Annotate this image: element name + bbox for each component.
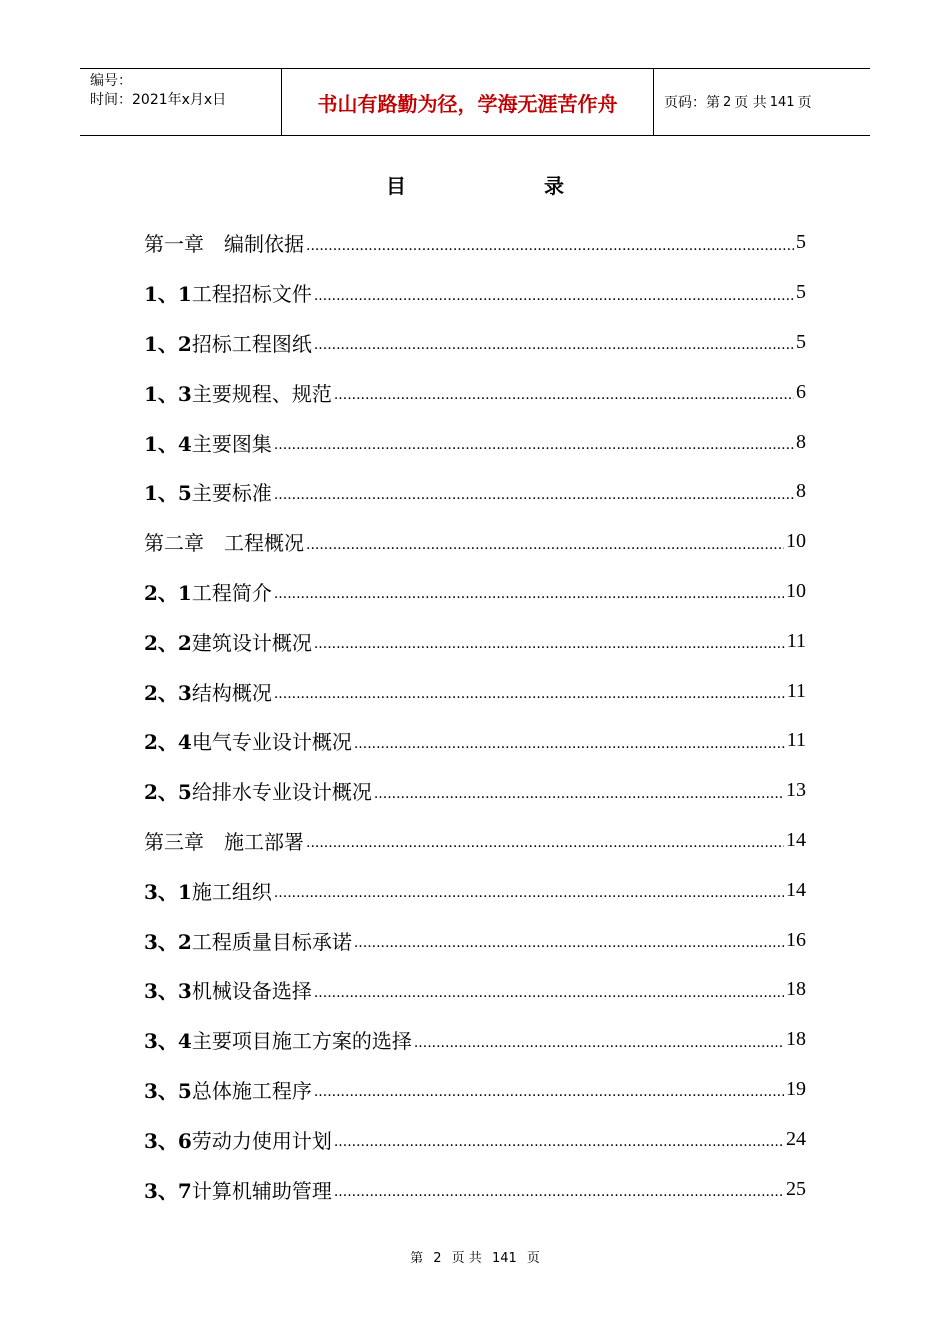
toc-entry-text: 主要图集: [191, 431, 272, 456]
toc-leader-dots: [374, 778, 784, 804]
toc-entry[interactable]: [144, 1065, 806, 1115]
toc-entry-page: 14: [786, 828, 806, 851]
toc-entry-label: [144, 926, 352, 955]
toc-title: [0, 170, 950, 199]
toc-entry-page: 13: [786, 779, 806, 802]
toc-entry-page: 18: [786, 978, 806, 1001]
toc-entry-number: 3、1: [144, 879, 192, 904]
toc-entry-label: [144, 826, 304, 855]
code-label: 编号：: [90, 73, 132, 89]
toc-entry-label: [144, 876, 272, 905]
toc-entry-number: 3、4: [144, 1029, 192, 1054]
footer-prefix: 第: [410, 1251, 424, 1266]
toc-entry-number: 1、1: [144, 282, 192, 307]
toc-entry-text: 主要标准: [191, 481, 272, 506]
toc-title-right: 录: [544, 174, 564, 198]
header-page-prefix: 页码：第: [664, 95, 720, 111]
toc-entry-page: 19: [786, 1077, 806, 1100]
toc-entry-number: 3、3: [144, 979, 192, 1004]
table-of-contents: [144, 218, 806, 1214]
toc-entry-page: 11: [786, 679, 806, 702]
toc-entry-page: 11: [786, 629, 806, 652]
header-meta: [80, 69, 282, 135]
toc-leader-dots: [354, 927, 784, 953]
toc-entry-label: [144, 677, 272, 706]
toc-entry-number: 1、4: [144, 431, 192, 456]
footer-mid: 页 共: [451, 1251, 482, 1266]
toc-entry[interactable]: [144, 865, 806, 915]
toc-entry-label: [144, 577, 272, 606]
toc-entry-page: 24: [786, 1127, 806, 1150]
toc-entry-label: [144, 1175, 332, 1204]
toc-entry[interactable]: [144, 567, 806, 617]
toc-leader-dots: [306, 529, 784, 555]
header-page-current: 2: [723, 94, 732, 110]
header-motto: 书山有路勤为径，学海无涯苦作舟: [282, 69, 654, 135]
toc-entry-page: 25: [786, 1177, 806, 1200]
toc-entry[interactable]: [144, 816, 806, 866]
toc-entry[interactable]: [144, 417, 806, 467]
toc-leader-dots: [314, 977, 784, 1003]
page-footer: [0, 1247, 950, 1266]
toc-entry-label: [144, 1125, 332, 1154]
toc-entry-page: 8: [796, 480, 806, 503]
toc-entry-number: 3、6: [144, 1128, 192, 1153]
footer-suffix: 页: [526, 1251, 540, 1266]
toc-entry-text: 机械设备选择: [191, 979, 312, 1004]
toc-entry[interactable]: [144, 1164, 806, 1214]
toc-leader-dots: [274, 578, 784, 604]
toc-entry-page: 18: [786, 1028, 806, 1051]
header-page-total: 141: [769, 94, 795, 110]
toc-entry-number: 1、3: [144, 381, 192, 406]
toc-leader-dots: [274, 877, 784, 903]
toc-entry-label: [144, 278, 312, 307]
toc-entry-text: 第三章 施工部署: [144, 829, 304, 854]
toc-entry-number: 2、2: [144, 630, 192, 655]
toc-entry-text: 第一章 编制依据: [144, 232, 304, 257]
toc-entry-text: 结构概况: [191, 680, 272, 705]
toc-leader-dots: [306, 827, 784, 853]
toc-entry-number: 3、7: [144, 1178, 192, 1203]
toc-entry-number: 3、2: [144, 929, 192, 954]
toc-entry-page: 14: [786, 878, 806, 901]
toc-entry-page: 11: [786, 729, 806, 752]
toc-entry-text: 电气专业设计概况: [191, 730, 352, 755]
toc-entry-text: 招标工程图纸: [191, 331, 312, 356]
toc-entry-label: [144, 477, 272, 506]
toc-entry[interactable]: [144, 467, 806, 517]
toc-entry-page: 5: [796, 281, 806, 304]
toc-entry[interactable]: [144, 1114, 806, 1164]
toc-leader-dots: [314, 1076, 784, 1102]
footer-total: 141: [491, 1251, 517, 1266]
toc-entry-text: 施工组织: [191, 879, 272, 904]
toc-entry-number: 1、5: [144, 481, 192, 506]
toc-leader-dots: [274, 479, 794, 505]
toc-entry[interactable]: [144, 915, 806, 965]
toc-entry-text: 工程简介: [191, 580, 272, 605]
toc-entry[interactable]: [144, 218, 806, 268]
toc-entry-text: 建筑设计概况: [191, 630, 312, 655]
toc-entry[interactable]: [144, 268, 806, 318]
toc-entry-number: 3、5: [144, 1078, 192, 1103]
toc-entry-text: 劳动力使用计划: [191, 1128, 332, 1153]
toc-entry[interactable]: [144, 1015, 806, 1065]
toc-entry-label: [144, 1025, 412, 1054]
footer-current: 2: [433, 1251, 442, 1266]
toc-leader-dots: [274, 678, 785, 704]
toc-entry-label: [144, 328, 312, 357]
toc-entry-text: 给排水专业设计概况: [191, 780, 372, 805]
toc-leader-dots: [334, 1126, 784, 1152]
toc-leader-dots: [334, 379, 794, 405]
toc-entry-label: [144, 1075, 312, 1104]
toc-entry-number: 1、2: [144, 331, 192, 356]
toc-leader-dots: [274, 429, 794, 455]
toc-entry-page: 10: [786, 579, 806, 602]
header-page-mid: 页 共: [734, 95, 767, 111]
toc-entry[interactable]: [144, 666, 806, 716]
toc-entry-number: 2、3: [144, 680, 192, 705]
toc-leader-dots: [314, 280, 794, 306]
document-header: [80, 68, 870, 136]
toc-entry-text: 计算机辅助管理: [191, 1178, 332, 1203]
toc-entry-page: 16: [786, 928, 806, 951]
toc-entry-text: 工程质量目标承诺: [191, 929, 352, 954]
header-page-info: [654, 69, 870, 135]
toc-entry-label: [144, 527, 304, 556]
toc-title-left: 目: [386, 174, 406, 198]
toc-entry[interactable]: [144, 716, 806, 766]
toc-entry-page: 5: [796, 330, 806, 353]
toc-entry-text: 工程招标文件: [191, 282, 312, 307]
toc-entry[interactable]: [144, 367, 806, 417]
toc-entry-text: 主要规程、规范: [191, 381, 332, 406]
time-label: 时间：2021年x月x日: [90, 92, 227, 108]
toc-entry-page: 5: [796, 231, 806, 254]
toc-entry-label: [144, 428, 272, 457]
toc-entry[interactable]: [144, 616, 806, 666]
toc-entry-page: 10: [786, 530, 806, 553]
toc-leader-dots: [414, 1027, 784, 1053]
toc-entry[interactable]: [144, 318, 806, 368]
toc-entry-text: 总体施工程序: [191, 1078, 312, 1103]
toc-entry[interactable]: [144, 517, 806, 567]
toc-entry-label: [144, 776, 372, 805]
toc-entry-number: 2、5: [144, 780, 192, 805]
toc-entry[interactable]: [144, 965, 806, 1015]
toc-entry-text: 第二章 工程概况: [144, 531, 304, 556]
toc-entry-number: 2、4: [144, 730, 192, 755]
toc-entry[interactable]: [144, 766, 806, 816]
toc-leader-dots: [306, 230, 794, 256]
toc-entry-label: [144, 627, 312, 656]
toc-entry-page: 6: [796, 380, 806, 403]
header-page-suffix: 页: [797, 95, 812, 111]
toc-entry-label: [144, 378, 332, 407]
toc-entry-label: [144, 726, 352, 755]
toc-leader-dots: [334, 1176, 784, 1202]
toc-leader-dots: [314, 628, 785, 654]
toc-entry-number: 2、1: [144, 580, 192, 605]
toc-entry-text: 主要项目施工方案的选择: [191, 1029, 412, 1054]
toc-leader-dots: [314, 329, 794, 355]
toc-leader-dots: [354, 728, 785, 754]
toc-entry-label: [144, 975, 312, 1004]
toc-entry-label: [144, 228, 304, 257]
toc-entry-page: 8: [796, 430, 806, 453]
